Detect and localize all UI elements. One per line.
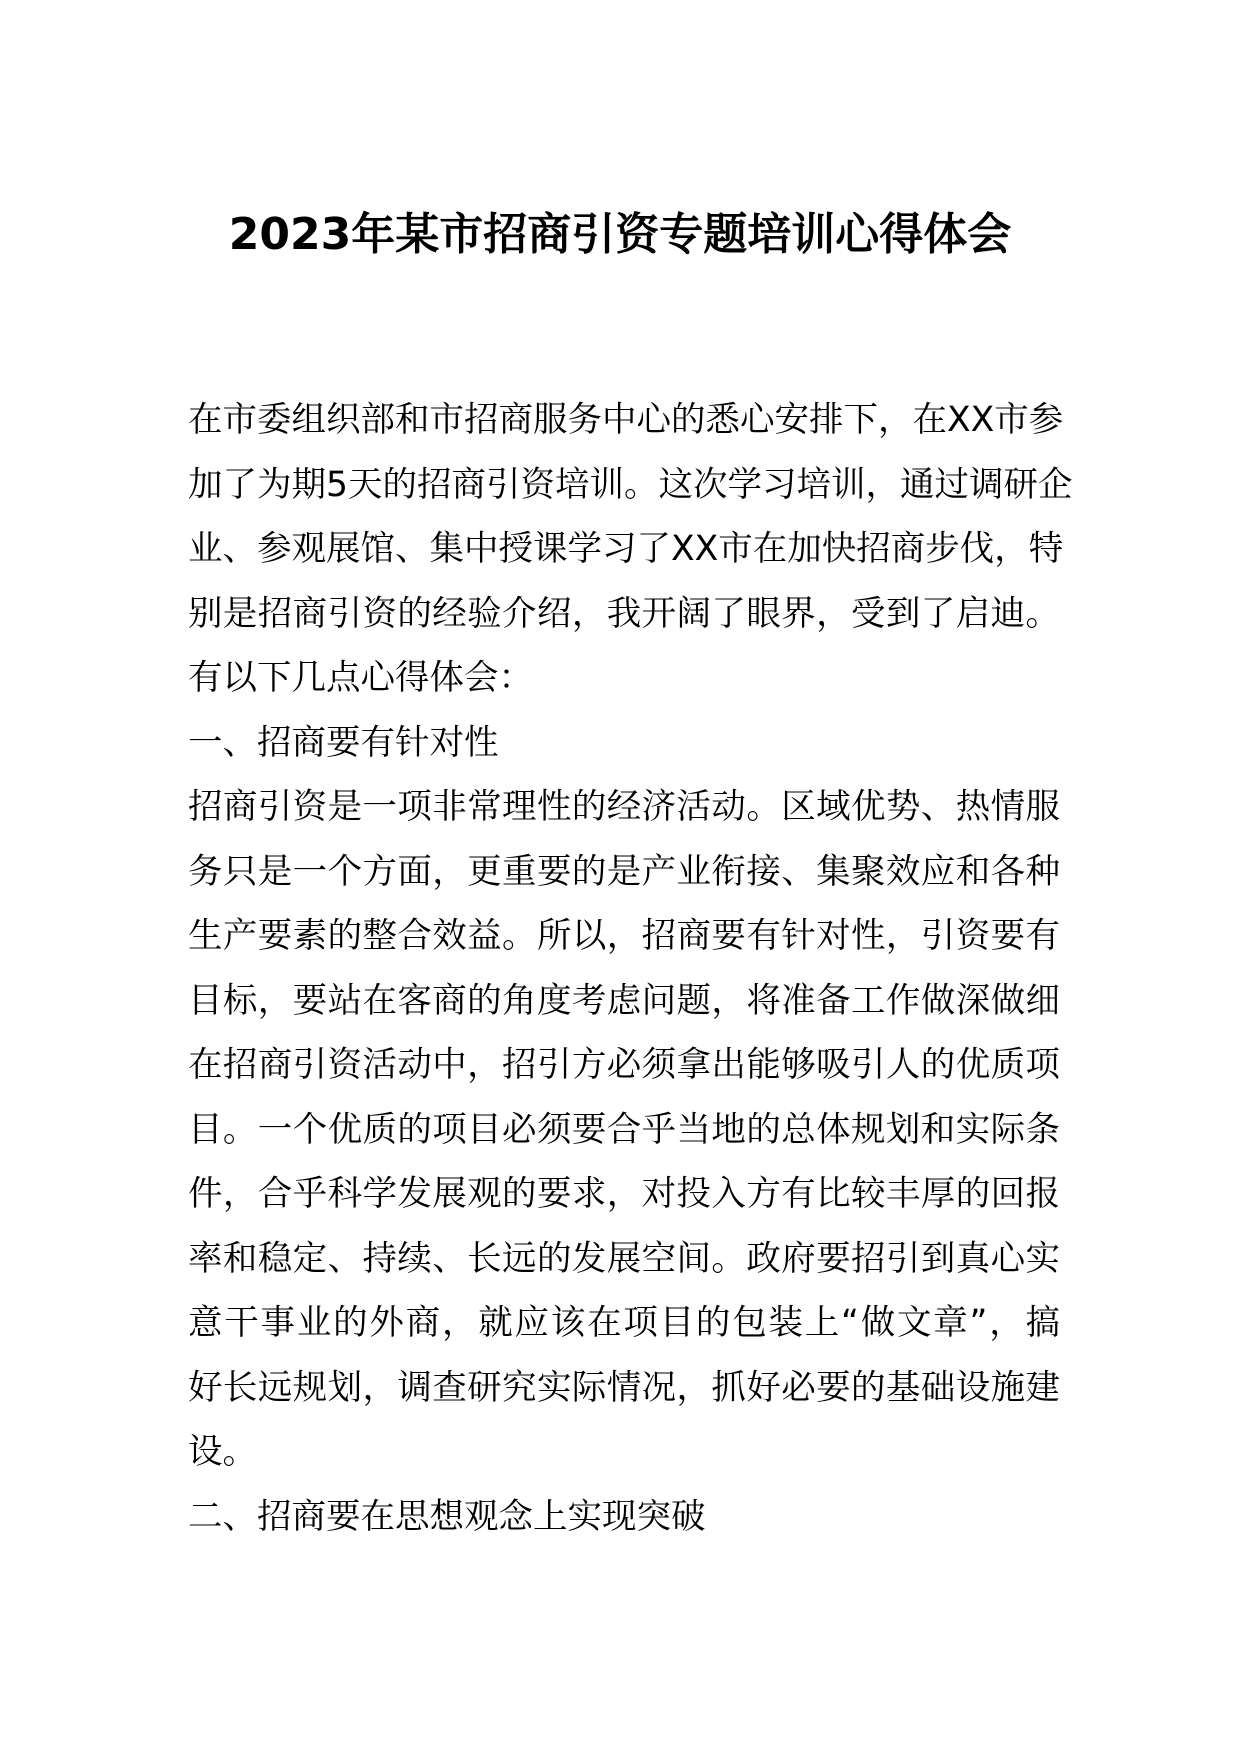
paragraph-line: 别是招商引资的经验介绍，我开阔了眼界，受到了启迪。 — [188, 593, 1060, 634]
paragraph-line: 好长远规划，调查研究实际情况，抓好必要的基础设施建 — [188, 1367, 1060, 1408]
paragraph-line: 件，合乎科学发展观的要求，对投入方有比较丰厚的回报 — [188, 1174, 1060, 1214]
paragraph-line: 有以下几点心得体会： — [188, 658, 533, 698]
paragraph-line: 务只是一个方面，更重要的是产业衔接、集聚效应和各种 — [188, 851, 1060, 892]
paragraph-line: 招商引资是一项非常理性的经济活动。区域优势、热情服 — [188, 787, 1060, 827]
paragraph-line: 率和稳定、持续、长远的发展空间。政府要招引到真心实 — [188, 1238, 1060, 1279]
paragraph-line: 意干事业的外商，就应该在项目的包装上“做文章”，搞 — [188, 1303, 1060, 1343]
paragraph-line: 业、参观展馆、集中授课学习了XX市在加快招商步伐，特 — [188, 529, 1064, 569]
section-heading: 二、招商要在思想观念上实现突破 — [188, 1496, 706, 1537]
paragraph-line: 设。 — [188, 1432, 257, 1472]
paragraph-line: 在市委组织部和市招商服务中心的悉心安排下，在XX市参 — [188, 400, 1064, 440]
paragraph-line: 加了为期5天的招商引资培训。这次学习培训，通过调研企 — [188, 464, 1073, 505]
document-body — [188, 388, 1073, 1549]
paragraph-line: 在招商引资活动中，招引方必须拿出能够吸引人的优质项 — [188, 1045, 1060, 1085]
paragraph-line: 目标，要站在客商的角度考虑问题，将准备工作做深做细 — [188, 980, 1060, 1021]
document-title: 2023年某市招商引资专题培训心得体会 — [228, 209, 1012, 260]
paragraph-line: 生产要素的整合效益。所以，招商要有针对性，引资要有 — [188, 916, 1060, 956]
section-heading: 一、招商要有针对性 — [188, 722, 499, 763]
paragraph-line: 目。一个优质的项目必须要合乎当地的总体规划和实际条 — [188, 1109, 1060, 1150]
